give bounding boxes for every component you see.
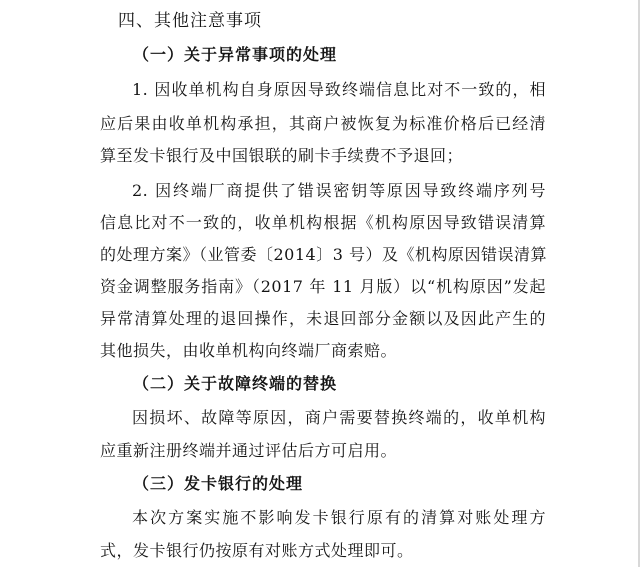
sub3-line-1: 本次方案实施不影响发卡银行原有的清算对账处理方	[132, 508, 546, 527]
sub2-line-1: 因损坏、故障等原因，商户需要替换终端的，收单机构	[132, 408, 546, 427]
section-title: 四、其他注意事项	[118, 11, 262, 31]
sub1-p1-line-1: 1. 因收单机构自身原因导致终端信息比对不一致的，相	[132, 80, 546, 99]
sub1-p2-line-4: 资金调整服务指南》（2017 年 11 月版）以“机构原因”发起	[100, 277, 546, 296]
sub1-p2-line-3: 的处理方案》（业管委〔2014〕3 号）及《机构原因错误清算	[100, 245, 547, 264]
sub1-p2-line-1: 2. 因终端厂商提供了错误密钥等原因导致终端序列号	[132, 181, 546, 200]
sub1-p2-line-6: 其他损失，由收单机构向终端厂商索赔。	[100, 341, 398, 360]
sub1-p1-line-2: 应后果由收单机构承担，其商户被恢复为标准价格后已经清	[100, 114, 546, 133]
sub3-line-2: 式，发卡银行仍按原有对账方式处理即可。	[100, 541, 414, 560]
sub1-heading: （一）关于异常事项的处理	[133, 45, 338, 64]
sub3-heading: （三）发卡银行的处理	[133, 474, 304, 493]
sub2-heading: （二）关于故障终端的替换	[133, 374, 338, 393]
sub1-p2-line-2: 信息比对不一致的，收单机构根据《机构原因导致错误清算	[100, 213, 546, 232]
sub1-p2-line-5: 异常清算处理的退回操作，未退回部分金额以及因此产生的	[100, 309, 546, 328]
sub1-p1-line-3: 算至发卡银行及中国银联的刷卡手续费不予退回；	[100, 146, 464, 165]
sub2-line-2: 应重新注册终端并通过评估后方可启用。	[100, 441, 398, 460]
